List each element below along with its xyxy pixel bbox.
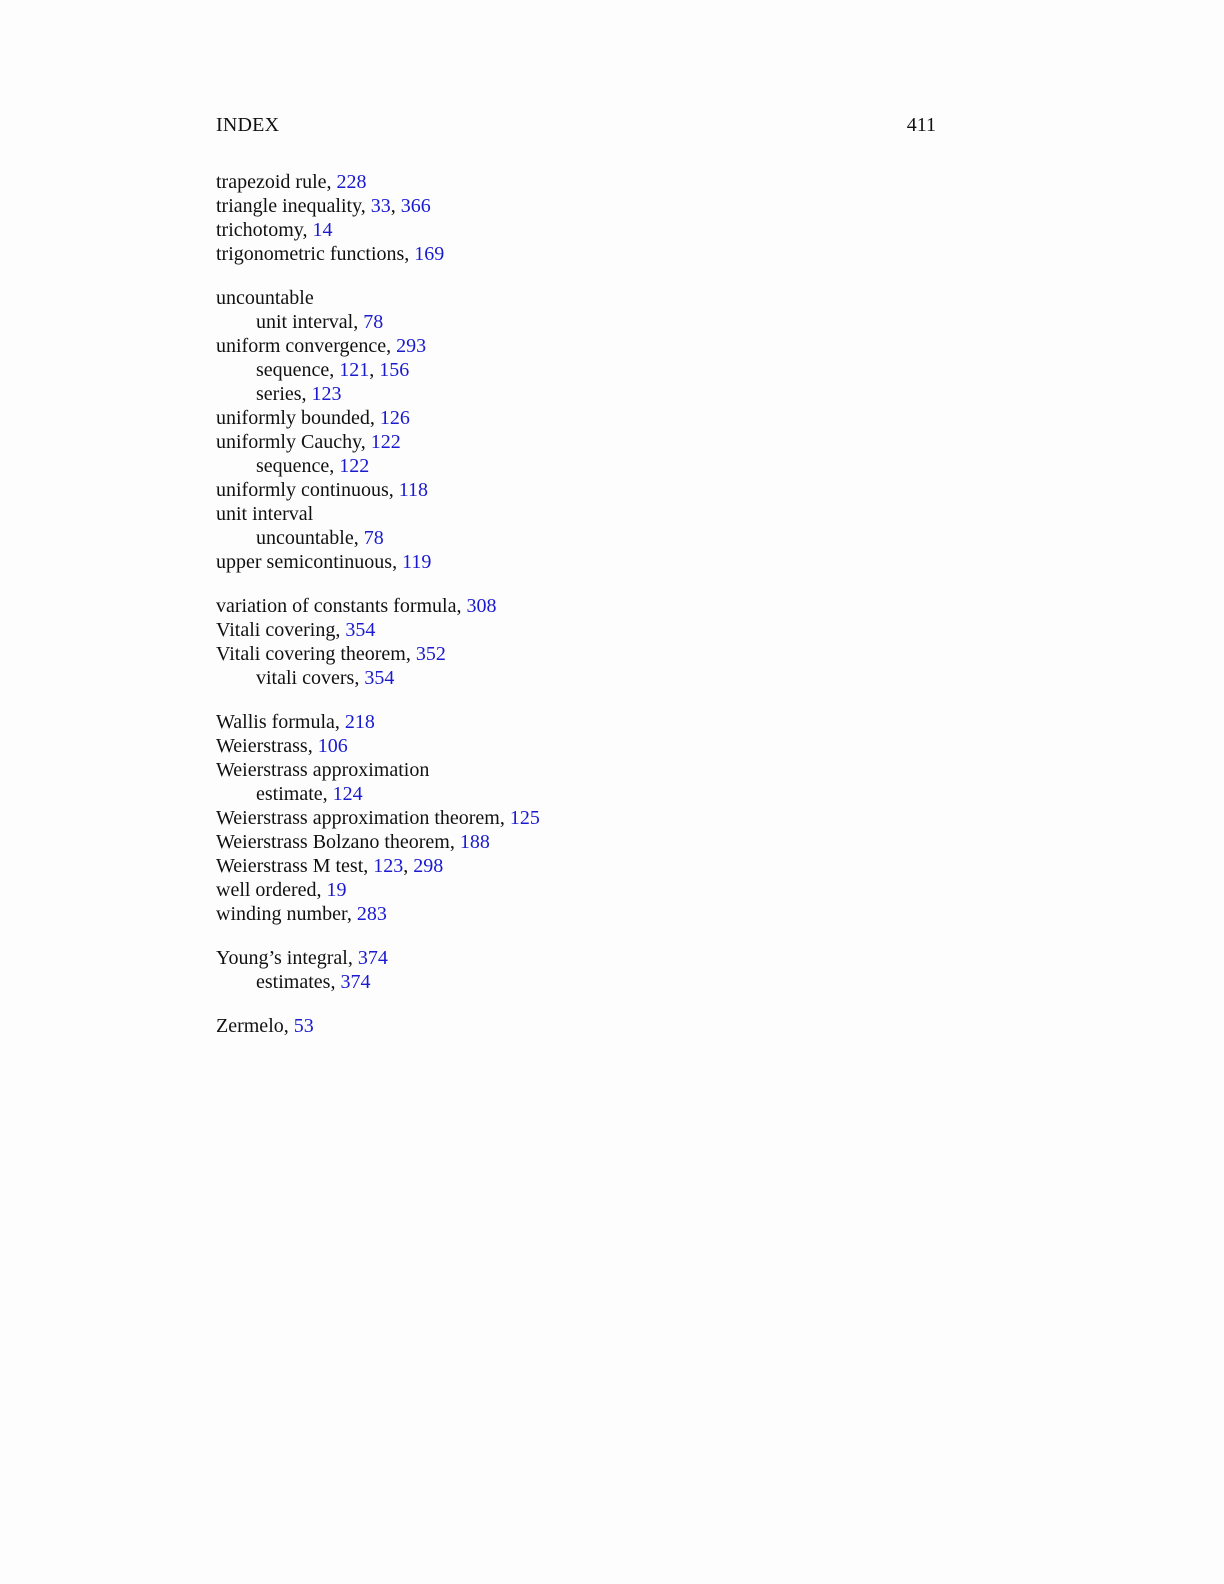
index-entry bbox=[216, 854, 936, 878]
index-entry bbox=[216, 478, 936, 502]
index-separator: , bbox=[316, 879, 327, 901]
index-term: uniform convergence bbox=[216, 335, 387, 357]
page-link[interactable]: 78 bbox=[363, 527, 384, 549]
index-term: Weierstrass bbox=[216, 735, 308, 757]
index-separator: , bbox=[329, 359, 340, 381]
index-separator: , bbox=[456, 595, 467, 617]
index-separator: , bbox=[449, 831, 460, 853]
index-entry bbox=[216, 550, 936, 574]
index-separator: , bbox=[354, 667, 365, 689]
page-link[interactable]: 218 bbox=[344, 711, 375, 733]
page-link[interactable]: 121 bbox=[339, 359, 370, 381]
index-list bbox=[216, 170, 936, 1038]
page-link[interactable]: 119 bbox=[402, 551, 432, 573]
index-subentry bbox=[216, 782, 936, 806]
index-entry bbox=[216, 406, 936, 430]
page-link[interactable]: 118 bbox=[398, 479, 429, 501]
index-term: Weierstrass M test bbox=[216, 855, 364, 877]
index-entry bbox=[216, 830, 936, 854]
page-link[interactable]: 122 bbox=[339, 455, 370, 477]
running-head-title: INDEX bbox=[216, 114, 280, 136]
index-separator: , bbox=[322, 783, 333, 805]
index-term: Young’s integral bbox=[216, 947, 348, 969]
page-link[interactable]: 123 bbox=[373, 855, 404, 877]
index-separator: , bbox=[369, 407, 380, 429]
index-subentry bbox=[216, 358, 936, 382]
index-term: triangle inequality bbox=[216, 195, 361, 217]
running-header bbox=[216, 112, 936, 138]
index-term: uniformly continuous bbox=[216, 479, 389, 501]
page-link[interactable]: 374 bbox=[357, 947, 388, 969]
index-separator: , bbox=[283, 1015, 294, 1037]
index-term: Zermelo bbox=[216, 1015, 284, 1037]
index-entry bbox=[216, 334, 936, 358]
index-subentry bbox=[216, 382, 936, 406]
index-separator: , bbox=[353, 527, 364, 549]
index-entry bbox=[216, 594, 936, 618]
index-entry bbox=[216, 286, 936, 310]
page-link[interactable]: 298 bbox=[413, 855, 444, 877]
page-link[interactable]: 19 bbox=[326, 879, 347, 901]
page-link[interactable]: 78 bbox=[363, 311, 384, 333]
index-entry bbox=[216, 710, 936, 734]
index-term: estimates bbox=[256, 971, 331, 993]
index-separator: , bbox=[392, 551, 403, 573]
index-entry bbox=[216, 806, 936, 830]
index-term: trigonometric functions bbox=[216, 243, 405, 265]
index-term: Vitali covering bbox=[216, 619, 336, 641]
page-link[interactable]: 125 bbox=[509, 807, 540, 829]
index-separator: , bbox=[390, 195, 401, 217]
index-entry bbox=[216, 218, 936, 242]
index-separator: , bbox=[404, 243, 415, 265]
index-term: Weierstrass Bolzano theorem bbox=[216, 831, 450, 853]
index-separator: , bbox=[346, 903, 357, 925]
index-term: unit interval bbox=[216, 503, 314, 525]
index-entry bbox=[216, 946, 936, 970]
index-separator: , bbox=[403, 855, 414, 877]
index-entry bbox=[216, 734, 936, 758]
page-link[interactable]: 354 bbox=[345, 619, 376, 641]
index-entry bbox=[216, 194, 936, 218]
index-separator: , bbox=[353, 311, 364, 333]
index-separator: , bbox=[360, 431, 371, 453]
index-term: Weierstrass approximation theorem bbox=[216, 807, 500, 829]
index-separator: , bbox=[307, 735, 318, 757]
index-term: upper semicontinuous bbox=[216, 551, 393, 573]
index-entry bbox=[216, 242, 936, 266]
page-link[interactable]: 293 bbox=[396, 335, 427, 357]
index-separator: , bbox=[499, 807, 510, 829]
index-separator: , bbox=[386, 335, 397, 357]
index-separator: , bbox=[334, 711, 345, 733]
index-separator: , bbox=[388, 479, 399, 501]
page-link[interactable]: 14 bbox=[312, 219, 333, 241]
page-number: 411 bbox=[906, 114, 936, 136]
page-link[interactable]: 283 bbox=[356, 903, 387, 925]
index-term: trapezoid rule bbox=[216, 171, 327, 193]
index-term: unit interval bbox=[256, 311, 354, 333]
index-entry bbox=[216, 618, 936, 642]
page-link[interactable]: 106 bbox=[317, 735, 348, 757]
page-link[interactable]: 126 bbox=[379, 407, 410, 429]
index-separator: , bbox=[347, 947, 358, 969]
index-separator: , bbox=[405, 643, 416, 665]
index-term: estimate bbox=[256, 783, 323, 805]
index-term: vitali covers bbox=[256, 667, 355, 689]
index-term: uniformly Cauchy bbox=[216, 431, 361, 453]
page-link[interactable]: 124 bbox=[332, 783, 363, 805]
page-link[interactable]: 169 bbox=[414, 243, 445, 265]
page-link[interactable]: 228 bbox=[336, 171, 367, 193]
page-link[interactable]: 308 bbox=[466, 595, 497, 617]
index-subentry bbox=[216, 970, 936, 994]
index-term: uncountable bbox=[216, 287, 314, 309]
index-entry bbox=[216, 502, 936, 526]
index-term: uncountable bbox=[256, 527, 354, 549]
index-separator: , bbox=[329, 455, 340, 477]
index-separator: , bbox=[330, 971, 341, 993]
index-entry bbox=[216, 1014, 936, 1038]
index-separator: , bbox=[360, 195, 371, 217]
index-term: Vitali covering theorem bbox=[216, 643, 406, 665]
index-entry bbox=[216, 430, 936, 454]
index-term: trichotomy bbox=[216, 219, 303, 241]
index-term: variation of constants formula bbox=[216, 595, 457, 617]
page-link[interactable]: 352 bbox=[415, 643, 446, 665]
index-separator: , bbox=[326, 171, 337, 193]
index-subentry bbox=[216, 454, 936, 478]
index-entry bbox=[216, 878, 936, 902]
index-separator: , bbox=[369, 359, 380, 381]
page-link[interactable]: 156 bbox=[379, 359, 410, 381]
page-link[interactable]: 122 bbox=[370, 431, 401, 453]
index-subentry bbox=[216, 310, 936, 334]
index-separator: , bbox=[301, 383, 312, 405]
index-subentry bbox=[216, 666, 936, 690]
index-entry bbox=[216, 642, 936, 666]
page-link[interactable]: 188 bbox=[459, 831, 490, 853]
index-term: series bbox=[256, 383, 302, 405]
index-subentry bbox=[216, 526, 936, 550]
index-entry bbox=[216, 758, 936, 782]
index-entry bbox=[216, 902, 936, 926]
index-term: uniformly bounded bbox=[216, 407, 370, 429]
page-link[interactable]: 123 bbox=[311, 383, 342, 405]
index-separator: , bbox=[302, 219, 313, 241]
page-link[interactable]: 33 bbox=[370, 195, 391, 217]
page-link[interactable]: 53 bbox=[293, 1015, 314, 1037]
index-term: sequence bbox=[256, 455, 330, 477]
index-term: sequence bbox=[256, 359, 330, 381]
index-term: well ordered bbox=[216, 879, 317, 901]
index-separator: , bbox=[363, 855, 374, 877]
page-link[interactable]: 374 bbox=[340, 971, 371, 993]
index-term: winding number bbox=[216, 903, 347, 925]
index-separator: , bbox=[335, 619, 346, 641]
index-term: Wallis formula bbox=[216, 711, 335, 733]
page-link[interactable]: 354 bbox=[364, 667, 395, 689]
index-term: Weierstrass approximation bbox=[216, 759, 430, 781]
page-link[interactable]: 366 bbox=[400, 195, 431, 217]
index-entry bbox=[216, 170, 936, 194]
